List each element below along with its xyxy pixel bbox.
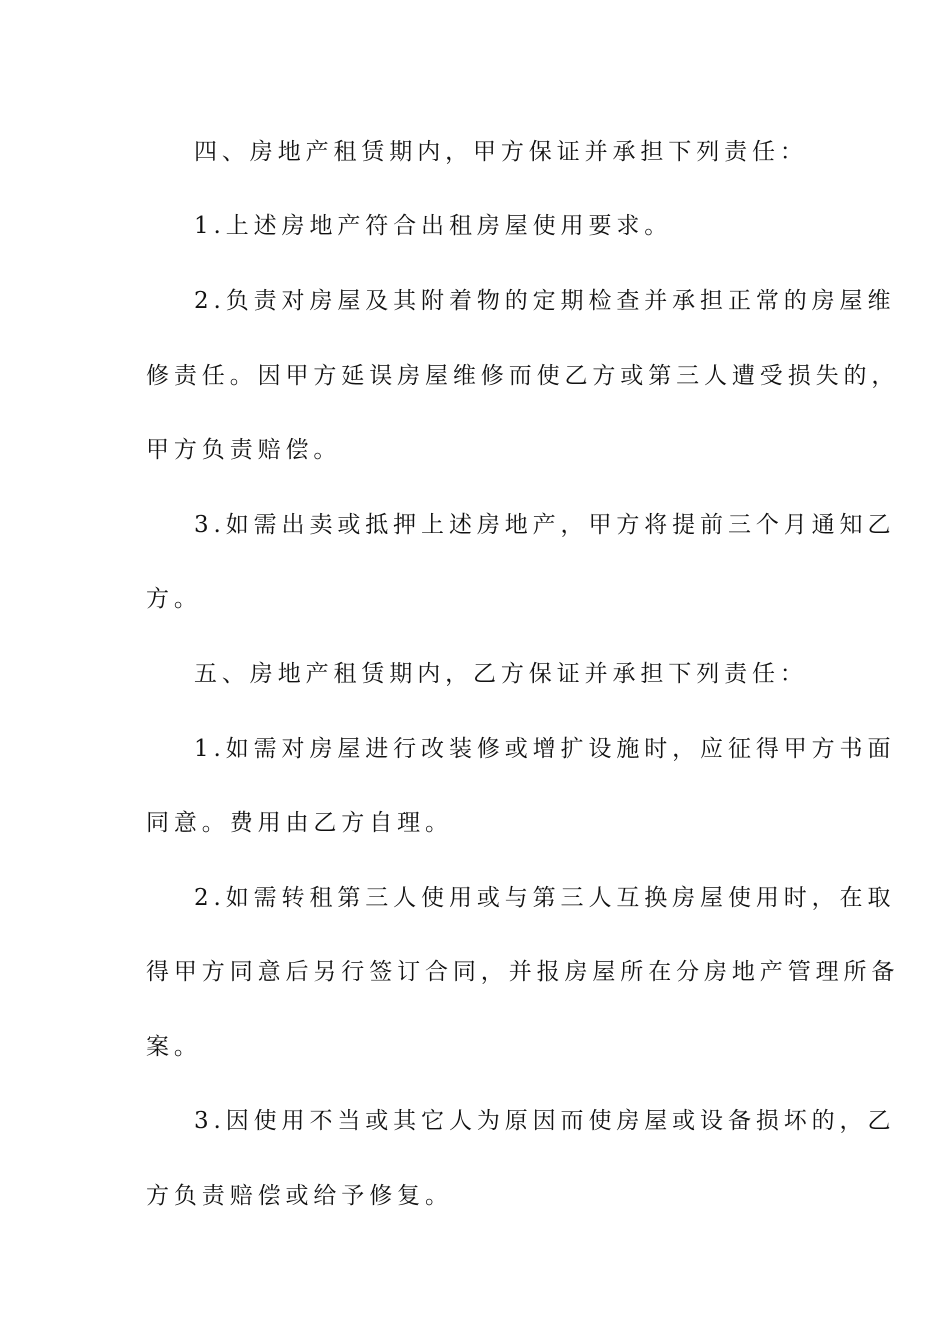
paragraph-line: 案。: [146, 1034, 202, 1060]
paragraph-line: 2.负责对房屋及其附着物的定期检查并承担正常的房屋维: [194, 288, 896, 314]
paragraph-line: 甲方负责赔偿。: [146, 437, 342, 463]
section-four-heading: 四、房地产租赁期内，甲方保证并承担下列责任：: [194, 139, 808, 165]
paragraph-line: 2.如需转租第三人使用或与第三人互换房屋使用时，在取: [194, 885, 896, 911]
paragraph-line: 方负责赔偿或给予修复。: [146, 1183, 453, 1209]
paragraph-line: 得甲方同意后另行签订合同，并报房屋所在分房地产管理所备: [146, 959, 900, 985]
paragraph-line: 1.如需对房屋进行改装修或增扩设施时，应征得甲方书面: [194, 736, 896, 762]
paragraph-line: 3.如需出卖或抵押上述房地产，甲方将提前三个月通知乙: [194, 512, 896, 538]
paragraph-line: 1.上述房地产符合出租房屋使用要求。: [194, 213, 673, 239]
paragraph-line: 同意。费用由乙方自理。: [146, 810, 453, 836]
section-five-heading: 五、房地产租赁期内，乙方保证并承担下列责任：: [194, 661, 808, 687]
paragraph-line: 修责任。因甲方延误房屋维修而使乙方或第三人遭受损失的，: [146, 363, 900, 389]
paragraph-line: 方。: [146, 586, 202, 612]
paragraph-line: 3.因使用不当或其它人为原因而使房屋或设备损坏的，乙: [194, 1108, 896, 1134]
